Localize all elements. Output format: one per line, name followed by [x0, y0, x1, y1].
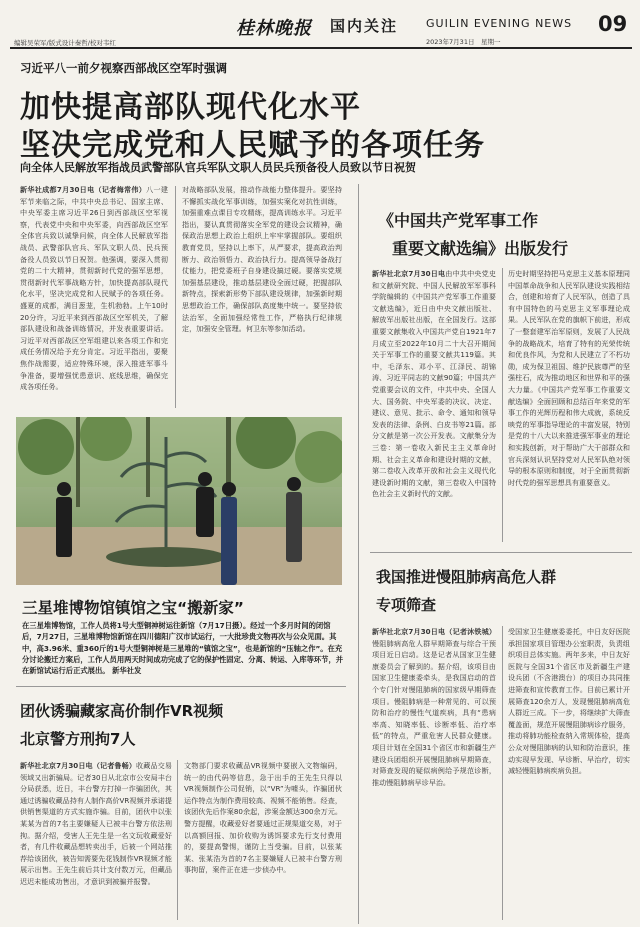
section-name: 国内关注: [330, 17, 399, 35]
masthead-divider: [10, 47, 632, 49]
lead-body-2: 对战略部队发展，推动作战能力整体提升。要坚持不懈抓实战化军事训练，加强实案化对抗性训练，加强重难点课目专攻精练，提高训练水平。习近平指出，要认真贯彻落实全军党的建设会议精神，确保政治思想上政治上组织上牢牢掌握部队。要组织教育党员，坚持以上率下，从严要求，提高政治判断力、政治领悟力、政治执行力。提高领导备战打仗能力，把党委班子自身建设搞过硬。要落实党规加强基层建设，推动基层建设全面过硬，把握部队新特点，探索新形势下部队建设规律，加强新时期思想政治工作，确保部队高度集中统一。要坚持依法治军，全面加强经常性工作，严格执行纪律规定，加强安全管理。何卫东等参加活动。: [182, 185, 342, 334]
health-article-column-2: [508, 626, 630, 922]
photo-credit: 新华社发: [112, 666, 142, 676]
photo-story-headline: 三星堆博物馆镇馆之宝“搬新家”: [22, 599, 244, 617]
lead-body-1: 八一建军节来临之际，中共中央总书记、国家主席、中央军委主席习近平26日到西部战区空军视察，代表党中央和中央军委，向西部战区空军全体官兵致以诚挚问候，向全体人民解放军指战员、武警部队官兵、军队文职人员、民兵预备役人员致以节日祝贺。他强调，要深入贯彻党的二十大精神，贯彻新时代党的强军思想，贯彻新时代军事战略方针，加快提高部队现代化水平，坚决完成党和人民赋予的各项任务。盛夏的成都，满目葱茏，生机勃勃。上午10时20分许，习近平来到西部战区空军机关，了解部队建设和战备训练情况，并发表重要讲话。习近平对西部战区空军组建以来各项工作和完成任务情况给予充分肯定。习近平指出，要聚焦作战需要，适应特殊环境，深入推进军事斗争准备，要增强忧患意识、底线思维，确保完成各项任务。: [20, 185, 168, 392]
museum-photo: [16, 417, 342, 585]
vr-headline-line-2: 北京警方刑拘7人: [20, 730, 136, 748]
vr-article-column-1: [20, 760, 172, 922]
vr-article-column-2: [184, 760, 342, 922]
book-article-column-1: [372, 268, 496, 544]
lead-subhead: 向全体人民解放军指战员武警部队官兵军队文职人员民兵预备役人员致以节日祝贺: [20, 161, 416, 174]
newspaper-logo: 桂林晚报: [236, 18, 312, 39]
photo-caption-text: 在三星堆博物馆，工作人员将1号大型铜神树运往新馆（7月17日摄）。经过一个多月时间的闭馆后，7月27日，三星堆博物馆新馆在四川德阳广汉市试运行，一大批珍贵文物再次与公众见面。其中，高3.96米、重360斤的1号大型铜神树是三星堆的“镇馆之宝”，也是新馆的“压轴之作”。在充分讨论搬迁方案后，工作人员用两天时间成功完成了它的保护性固定、分离、转运、入库等环节，并在新馆试运行后正式展出。: [22, 621, 344, 676]
column-divider: [502, 626, 503, 920]
section-divider: [16, 686, 346, 687]
lead-headline-line-2: 坚决完成党和人民赋予的各项任务: [20, 128, 485, 163]
health-dateline: 新华社北京7月30日电（记者沐铁城）: [372, 627, 496, 636]
book-headline-line-1: 《中国共产党军事工作: [378, 211, 539, 230]
vr-headline-line-1: 团伙诱骗藏家高价制作VR视频: [20, 702, 224, 720]
health-headline-line-1: 我国推进慢阻肺病高危人群: [376, 568, 557, 586]
book-headline-line-2: 重要文献选编》出版发行: [392, 239, 569, 258]
lead-headline-line-1: 加快提高部队现代化水平: [20, 90, 361, 125]
column-divider: [177, 760, 178, 920]
lead-article-column-1: [20, 184, 168, 408]
health-body-2: 受国家卫生健康委委托，中日友好医院承担国家项目管理办公室职责，负责组织项目总体实施。两年多来，中日友好医院与全国31个省区市及新疆生产建设兵团（不含港澳台）的项目办共同推进筛查和宣传教育工作。目前已累计开展筛查120余万人，发现慢阻肺病高危人群近三成。下一步，将继续扩大筛查覆盖面，规范开展慢阻肺病诊疗服务，推动将肺功能检查纳入常规体检，提高公众对慢阻肺病的认知和防治意识，推动实现早发现、早诊断、早治疗，切实减轻慢阻肺病疾病负担。: [508, 627, 630, 776]
vr-body-2: 文物部门要求收藏品VR视频中要嵌入文物编码，统一的由代码等信息，急于出手的王先生只得以VR视频制作公司促销，以“VR”为噱头，诈骗团伙运作特点为制作费用较高、视频不能销售。经查，该团伙先后作案80余起，涉案金额达300余万元。警方提醒，收藏爱好者要通过正规渠道交易，对于以高额回报、加价收购为诱饵要求先行支付费用的，要提高警惕，谨防上当受骗。目前，以张某某、张某浩为首的7名主要嫌疑人已被丰台警方刑事拘留，案件正在进一步侦办中。: [184, 761, 342, 875]
health-body-1: 慢阻肺病高危人群早期筛查与综合干预项目近日启动。这是记者从国家卫生健康委员会了解到的。据介绍，该项目由国家卫生健康委牵头，是我国启动的首个专门针对慢阻肺病的国家级早期筛查项目。慢阻肺病是一种常见的、可以预防和治疗的慢性气道疾病，具有“患病率高、知晓率低、诊断率低、治疗率低”的特点，严重危害人民群众健康。项目计划在全国31个省区市和新疆生产建设兵团组织开展慢阻肺病早期筛查，对筛查发现的疑似病例给予规范诊断，推动慢阻肺病早诊早治。: [372, 638, 496, 787]
book-article-column-2: [508, 268, 630, 544]
column-divider: [358, 184, 359, 924]
column-divider: [502, 268, 503, 542]
vr-body-1: 收藏品交易领域又出新骗局。记者30日从北京市公安局丰台分局获悉，近日，丰台警方打掉一诈骗团伙，其通过诱骗收藏品持有人制作高价VR视频并承诺提供销售渠道的方式实施诈骗。目前，团伙中以张某某为首的7名主要嫌疑人已被丰台警方依法刑拘。据介绍，受害人王先生是一名文玩收藏爱好者，有几件收藏品想转卖出手，后被一个网站推荐给该团伙，被告知需要先花钱制作VR视频才能展示出售。王先生前后共计支付数万元，但藏品迟迟未能成功售出，才意识到被骗并报警。: [20, 761, 172, 886]
lead-dateline: 新华社成都7月30日电（记者梅常伟）: [20, 185, 147, 194]
lead-article-column-2: [182, 184, 342, 396]
masthead: [0, 0, 640, 52]
issue-date: 2023年7月31日 星期一: [426, 38, 501, 46]
editor-credits: 编辑吴荣军/版式设计秦哲/校对韦红: [14, 39, 116, 47]
book-dateline: 新华社北京7月30日电: [372, 269, 446, 278]
book-body-1: 由中共中央党史和文献研究院、中国人民解放军军事科学院编辑的《中国共产党军事工作重要文献选编》，近日由中央文献出版社、解放军出版社出版，在全国发行。这部重要文献集收入中国共产党自1921年7月成立至2022年10月二十大召开期间关于军事工作的重要文献共119篇。其中，毛泽东、邓小平、江泽民、胡锦涛、习近平同志的文献90篇；中国共产党重要会议的文件，中共中央、全国人大、国务院、中央军委的决议、决定、建议、意见、批示、命令、通知和领导发表的法律、条例、白皮书等21篇。部分文献是第一次公开发表。文献集分为三卷：第一卷收入新民主主义革命时期、社会主义革命和建设时期的文献，第二卷收入改革开放和社会主义现代化建设新时期的文献，第三卷收入中国特色社会主义新时代的文献。: [372, 269, 496, 499]
book-body-2: 历史时期坚持把马克思主义基本原理同中国革命战争和人民军队建设实践相结合，创建和培育了人民军队，创造了具有中国特色的马克思主义军事理论成果。人民军队在党的旗帜下前进，形成了一整套建军治军原则，发展了人民战争的战略战术，培育了特有的光荣传统和优良作风，为党和人民建立了不朽功勋，成为保卫祖国、维护民族尊严的坚强柱石，成为推动地区和世界和平的强大力量。《中国共产党军事工作重要文献选编》全面回顾和总结百年来党的军事工作的光辉历程和伟大成就，系统反映党的军事指导理论的丰富发展，特别是党的十八大以来推进强军事业的理论和实践创新，对于帮助广大干部群众和官兵深刻认识坚持党对人民军队绝对领导的根本原则和制度，对于全面贯彻新时代党的强军思想具有重要意义。: [508, 269, 630, 487]
vr-dateline: 新华社北京7月30日电（记者鲁畅）: [20, 761, 137, 770]
health-headline-line-2: 专项筛查: [376, 596, 437, 614]
lead-kicker: 习近平八一前夕视察西部战区空军时强调: [20, 61, 227, 75]
column-divider: [175, 186, 176, 408]
page-number: 09: [598, 12, 628, 36]
photo-caption: [22, 620, 344, 676]
newspaper-english-title: GUILIN EVENING NEWS: [426, 17, 573, 30]
section-divider: [370, 552, 632, 553]
photo-illustration: [16, 417, 342, 585]
health-article-column-1: [372, 626, 496, 922]
